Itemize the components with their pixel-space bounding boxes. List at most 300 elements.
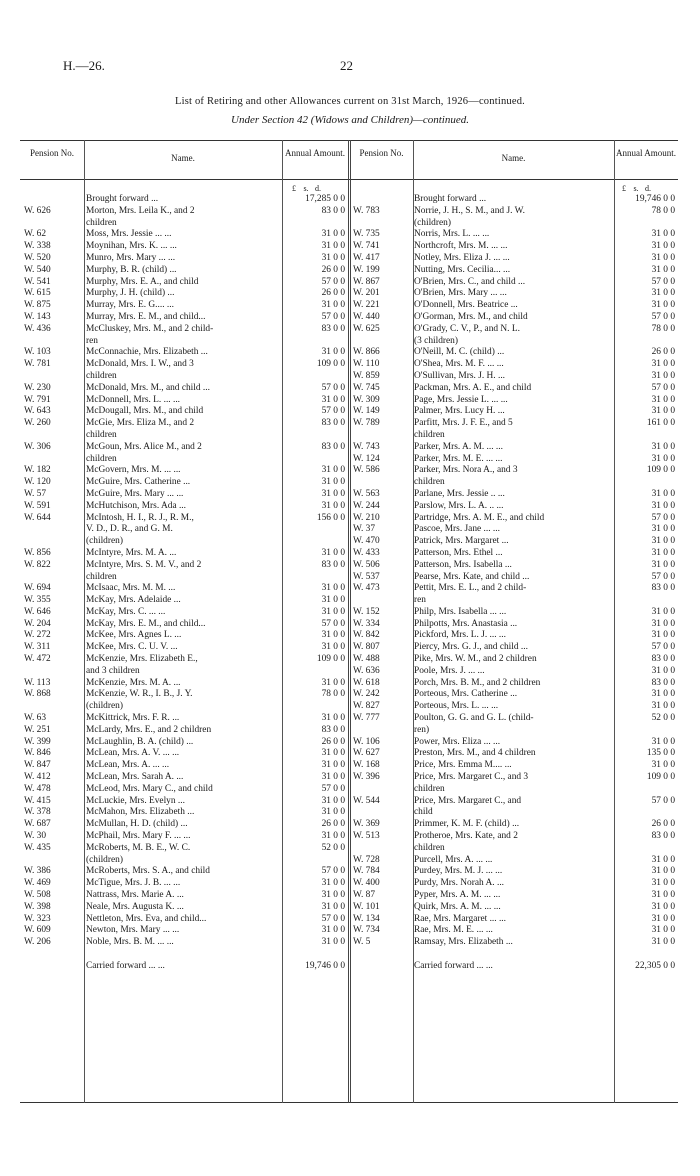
pensioner-name: O'Brien, Mrs. Mary ... ... xyxy=(414,288,507,299)
pension-number: W. 544 xyxy=(353,795,380,806)
pensioner-name: Rae, Mrs. Margaret ... ... xyxy=(414,913,506,924)
pounds-unit: £ xyxy=(622,184,626,193)
table-row xyxy=(20,536,678,548)
pensioner-name: O'Donnell, Mrs. Beatrice ... xyxy=(414,300,518,311)
pensioner-name: O'Grady, C. V., P., and N. L. xyxy=(414,323,520,334)
table-row xyxy=(20,772,678,784)
annual-amount: 161 0 0 xyxy=(646,418,675,429)
pension-number: W. 643 xyxy=(24,406,51,417)
pensioner-name: McIntyre, Mrs. S. M. V., and 2 xyxy=(86,559,202,570)
col-head-pension-no: Pension No. xyxy=(359,148,404,158)
annual-amount: 31 0 0 xyxy=(321,795,345,806)
pensioner-name: (children) xyxy=(86,701,123,712)
pensioner-name: Parlane, Mrs. Jessie .. ... xyxy=(414,488,505,499)
pension-number: W. 57 xyxy=(24,488,47,499)
table-row xyxy=(20,194,678,206)
pensioner-name: O'Neill, M. C. (child) ... xyxy=(414,347,505,358)
pensioner-name: Piercy, Mrs. G. J., and child ... xyxy=(414,642,528,653)
pensioner-name: Quirk, Mrs. A. M. ... ... xyxy=(414,901,501,912)
pension-number: W. 37 xyxy=(353,524,376,535)
pension-number: W. 508 xyxy=(24,890,51,901)
pensioner-name: Primmer, K. M. F. (child) ... xyxy=(414,819,520,830)
pension-number: W. 230 xyxy=(24,382,51,393)
pension-number: W. 106 xyxy=(353,736,380,747)
annual-amount: 31 0 0 xyxy=(321,477,345,488)
pensioner-name: Ramsay, Mrs. Elizabeth ... xyxy=(414,937,513,948)
pensioner-name: Norris, Mrs. L. ... ... xyxy=(414,229,490,240)
annual-amount: 31 0 0 xyxy=(651,370,675,381)
pensioner-name: McGuire, Mrs. Mary ... ... xyxy=(86,488,184,499)
annual-amount: 31 0 0 xyxy=(651,913,675,924)
pension-number: W. 636 xyxy=(353,665,380,676)
pensioner-name: Price, Mrs. Margaret C., and 3 xyxy=(414,772,529,783)
table-row xyxy=(20,595,678,607)
pensioner-name: McKenzie, W. R., I. B., J. Y. xyxy=(86,689,193,700)
annual-amount: 31 0 0 xyxy=(651,866,675,877)
pension-number: W. 741 xyxy=(353,241,380,252)
pension-number: W. 646 xyxy=(24,606,51,617)
annual-amount: 31 0 0 xyxy=(651,878,675,889)
pensioner-name: Norrie, J. H., S. M., and J. W. xyxy=(414,205,525,216)
pension-number: W. 735 xyxy=(353,229,380,240)
pension-number: W. 563 xyxy=(353,488,380,499)
pension-number: W. 120 xyxy=(24,477,51,488)
annual-amount: 17,285 0 0 xyxy=(305,194,345,204)
col-head-pension-no: Pension No. xyxy=(29,148,74,158)
table-row xyxy=(20,796,678,808)
annual-amount: 109 0 0 xyxy=(316,654,345,665)
table-row xyxy=(20,878,678,890)
table-row xyxy=(20,288,678,300)
shillings-unit: s. xyxy=(633,184,639,193)
annual-amount: 31 0 0 xyxy=(321,252,345,263)
table-row xyxy=(20,418,678,430)
annual-amount: 31 0 0 xyxy=(321,713,345,724)
pensioner-name: Northcroft, Mrs. M. ... ... xyxy=(414,241,508,252)
table-row xyxy=(20,819,678,831)
table-row xyxy=(20,701,678,713)
table-row xyxy=(20,229,678,241)
pension-number: W. 784 xyxy=(353,866,380,877)
pensioner-name: Philpotts, Mrs. Anastasia ... xyxy=(414,618,518,629)
annual-amount: 57 0 0 xyxy=(651,311,675,322)
annual-amount: 31 0 0 xyxy=(651,630,675,641)
table-row xyxy=(20,560,678,572)
pension-number: W. 541 xyxy=(24,276,51,287)
pension-number: W. 143 xyxy=(24,311,51,322)
pension-number: W. 251 xyxy=(24,724,51,735)
pension-number: W. 777 xyxy=(353,713,380,724)
pensioner-name: Preston, Mrs. M., and 4 children xyxy=(414,748,536,759)
annual-amount: 31 0 0 xyxy=(321,677,345,688)
pension-number: W. 694 xyxy=(24,583,51,594)
annual-amount: 26 0 0 xyxy=(321,288,345,299)
table-row xyxy=(20,371,678,383)
pension-number: W. 334 xyxy=(353,618,380,629)
annual-amount: 31 0 0 xyxy=(651,701,675,712)
col-head-annual-amount: Annual Amount. xyxy=(285,148,345,158)
annual-amount: 31 0 0 xyxy=(651,559,675,570)
pension-number: W. 272 xyxy=(24,630,51,641)
annual-amount: 57 0 0 xyxy=(651,276,675,287)
pensioner-name: ren xyxy=(86,335,98,346)
pensioner-name: children xyxy=(414,783,445,794)
page-title: List of Retiring and other Allowances current on 31st March, 1926—continued. xyxy=(175,96,525,107)
annual-amount: 31 0 0 xyxy=(321,878,345,889)
pension-number: W. 338 xyxy=(24,241,51,252)
table-row xyxy=(20,902,678,914)
annual-amount: 52 0 0 xyxy=(321,842,345,853)
pensioner-name: Notley, Mrs. Eliza J. ... ... xyxy=(414,252,510,263)
annual-amount: 31 0 0 xyxy=(321,890,345,901)
table-row xyxy=(20,347,678,359)
pensioner-name: children xyxy=(414,429,445,440)
table-row xyxy=(20,241,678,253)
annual-amount: 31 0 0 xyxy=(651,901,675,912)
annual-amount: 31 0 0 xyxy=(321,760,345,771)
annual-amount: 31 0 0 xyxy=(321,925,345,936)
pensioner-name: children xyxy=(86,453,117,464)
allowance-list xyxy=(20,194,678,973)
pension-number: W. 386 xyxy=(24,866,51,877)
table-row xyxy=(20,866,678,878)
table-row xyxy=(20,748,678,760)
pensioner-name: O'Sullivan, Mrs. J. H. ... xyxy=(414,370,506,381)
annual-amount: 57 0 0 xyxy=(321,276,345,287)
pensioner-name: McKenzie, Mrs. Elizabeth E., xyxy=(86,654,198,665)
pensioner-name: McIntyre, Mrs. M. A. ... xyxy=(86,547,177,558)
pensioner-name: children xyxy=(414,477,445,488)
annual-amount: 26 0 0 xyxy=(321,819,345,830)
pensioner-name: McKittrick, Mrs. F. R. ... xyxy=(86,713,180,724)
pence-unit: d. xyxy=(645,184,651,193)
table-row xyxy=(20,807,678,819)
annual-amount: 31 0 0 xyxy=(651,524,675,535)
pensioner-name: Carried forward ... ... xyxy=(414,960,493,971)
table-row xyxy=(20,430,678,442)
annual-amount: 31 0 0 xyxy=(321,241,345,252)
pensioner-name: Parker, Mrs. M. E. ... ... xyxy=(414,453,503,464)
annual-amount: 83 0 0 xyxy=(651,677,675,688)
annual-amount: 31 0 0 xyxy=(651,488,675,499)
pension-number: W. 87 xyxy=(353,890,376,901)
annual-amount: 57 0 0 xyxy=(651,795,675,806)
pensioner-name: Moynihan, Mrs. K. ... ... xyxy=(86,241,177,252)
annual-amount: 26 0 0 xyxy=(321,264,345,275)
table-row xyxy=(20,642,678,654)
pensioner-name: Pyper, Mrs. A. M. ... ... xyxy=(414,890,501,901)
pension-number: W. 204 xyxy=(24,618,51,629)
pension-number: W. 469 xyxy=(24,878,51,889)
pensioner-name: McMullan, H. D. (child) ... xyxy=(86,819,188,830)
pension-number: W. 396 xyxy=(353,772,380,783)
annual-amount: 83 0 0 xyxy=(651,831,675,842)
pensioner-name: Murphy, B. R. (child) ... xyxy=(86,264,177,275)
pensioner-name: Nettleton, Mrs. Eva, and child... xyxy=(86,913,207,924)
annual-amount: 57 0 0 xyxy=(651,512,675,523)
pensioner-name: Parker, Mrs. A. M. ... ... xyxy=(414,441,503,452)
pensioner-name: ren xyxy=(414,595,426,606)
pension-number: W. 846 xyxy=(24,748,51,759)
pensioner-name: McLardy, Mrs. E., and 2 children xyxy=(86,724,212,735)
pension-number: W. 513 xyxy=(353,831,380,842)
pensioner-name: Philp, Mrs. Isabella ... ... xyxy=(414,606,507,617)
pensioner-name: Pettit, Mrs. E. L., and 2 child- xyxy=(414,583,527,594)
pension-number: W. 618 xyxy=(353,677,380,688)
currency-units xyxy=(288,184,324,193)
pension-number: W. 644 xyxy=(24,512,51,523)
pensioner-name: and 3 children xyxy=(86,665,140,676)
table-row xyxy=(20,619,678,631)
table-row xyxy=(20,713,678,725)
pension-number: W. 470 xyxy=(353,536,380,547)
pensioner-name: McRoberts, M. B. E., W. C. xyxy=(86,842,191,853)
annual-amount: 31 0 0 xyxy=(651,394,675,405)
annual-amount: 57 0 0 xyxy=(651,382,675,393)
annual-amount: 31 0 0 xyxy=(651,441,675,452)
pensioner-name: McGie, Mrs. Eliza M., and 2 xyxy=(86,418,195,429)
pension-number: W. 417 xyxy=(353,252,380,263)
annual-amount: 31 0 0 xyxy=(321,300,345,311)
pensioner-name: Patrick, Mrs. Margaret ... xyxy=(414,536,509,547)
annual-amount: 31 0 0 xyxy=(651,229,675,240)
pension-number: W. 306 xyxy=(24,441,51,452)
pension-number: W. 734 xyxy=(353,925,380,936)
annual-amount: 31 0 0 xyxy=(321,807,345,818)
pension-number: W. 745 xyxy=(353,382,380,393)
pension-number: W. 63 xyxy=(24,713,47,724)
table-row xyxy=(20,265,678,277)
annual-amount: 109 0 0 xyxy=(316,359,345,370)
annual-amount: 83 0 0 xyxy=(651,654,675,665)
pensioner-name: McLean, Mrs. A. V. ... ... xyxy=(86,748,180,759)
table-row xyxy=(20,914,678,926)
pension-number: W. 124 xyxy=(353,453,380,464)
annual-amount: 31 0 0 xyxy=(651,618,675,629)
table-row xyxy=(20,937,678,949)
table-row xyxy=(20,465,678,477)
annual-amount: 135 0 0 xyxy=(646,748,675,759)
pensioner-name: Munro, Mrs. Mary ... ... xyxy=(86,252,176,263)
pension-number: W. 627 xyxy=(353,748,380,759)
pensioner-name: McCluskey, Mrs. M., and 2 child- xyxy=(86,323,214,334)
table-row xyxy=(20,737,678,749)
pensioner-name: McLean, Mrs. Sarah A. ... xyxy=(86,772,184,783)
pensioner-name: Murray, Mrs. E. M., and child... xyxy=(86,311,206,322)
pensioner-name: McKee, Mrs. C. U. V. ... xyxy=(86,642,178,653)
annual-amount: 57 0 0 xyxy=(321,618,345,629)
pension-number: W. 743 xyxy=(353,441,380,452)
pensioner-name: (children) xyxy=(86,854,123,865)
pension-number: W. 355 xyxy=(24,595,51,606)
pension-number: W. 323 xyxy=(24,913,51,924)
pensioner-name: McKay, Mrs. C. ... ... xyxy=(86,606,166,617)
pension-number: W. 113 xyxy=(24,677,51,688)
page-subtitle: Under Section 42 (Widows and Children)—continued. xyxy=(231,114,469,126)
pensioner-name: Poole, Mrs. J. ... ... xyxy=(414,665,485,676)
pension-number: W. 728 xyxy=(353,854,380,865)
pensioner-name: V. D., D. R., and G. M. xyxy=(86,524,173,535)
pension-number: W. 260 xyxy=(24,418,51,429)
annual-amount: 19,746 0 0 xyxy=(635,194,675,204)
pension-number: W. 399 xyxy=(24,736,51,747)
annual-amount: 31 0 0 xyxy=(651,241,675,252)
table-row xyxy=(20,890,678,902)
pensioner-name: Nattrass, Mrs. Marie A. ... xyxy=(86,890,184,901)
pensioner-name: McKay, Mrs. E. M., and child... xyxy=(86,618,206,629)
pensioner-name: Noble, Mrs. B. M. ... ... xyxy=(86,937,174,948)
pensioner-name: children xyxy=(414,842,445,853)
pensioner-name: Neale, Mrs. Augusta K. ... xyxy=(86,901,184,912)
pension-number: W. 586 xyxy=(353,465,380,476)
pensioner-name: Power, Mrs. Eliza ... ... xyxy=(414,736,501,747)
pensioner-name: Pike, Mrs. W. M., and 2 children xyxy=(414,654,537,665)
pensioner-name: Rae, Mrs. M. E. ... ... xyxy=(414,925,493,936)
annual-amount: 31 0 0 xyxy=(321,394,345,405)
pension-number: W. 791 xyxy=(24,394,51,405)
annual-amount: 83 0 0 xyxy=(651,583,675,594)
table-row xyxy=(20,383,678,395)
annual-amount: 78 0 0 xyxy=(321,689,345,700)
pensioner-name: O'Brien, Mrs. C., and child ... xyxy=(414,276,526,287)
table-row xyxy=(20,784,678,796)
annual-amount: 31 0 0 xyxy=(651,689,675,700)
table-row xyxy=(20,678,678,690)
table-row xyxy=(20,925,678,937)
table-row xyxy=(20,501,678,513)
table-row xyxy=(20,630,678,642)
pensioner-name: (children) xyxy=(86,536,123,547)
annual-amount: 83 0 0 xyxy=(321,418,345,429)
pension-number: W. 440 xyxy=(353,311,380,322)
pounds-unit: £ xyxy=(292,184,296,193)
table-row xyxy=(20,489,678,501)
pensioner-name: McKay, Mrs. Adelaide ... xyxy=(86,595,181,606)
pension-number: W. 856 xyxy=(24,547,51,558)
pensioner-name: McLuckie, Mrs. Evelyn ... xyxy=(86,795,185,806)
document-reference: H.—26. xyxy=(63,58,105,73)
pence-unit: d. xyxy=(315,184,321,193)
annual-amount: 31 0 0 xyxy=(651,406,675,417)
table-row xyxy=(20,831,678,843)
annual-amount: 31 0 0 xyxy=(651,359,675,370)
table-row xyxy=(20,524,678,536)
pensioner-name: Brought forward ... xyxy=(86,194,159,204)
pensioner-name: Nutting, Mrs. Cecilia... ... xyxy=(414,264,511,275)
pensioner-name: McGoun, Mrs. Alice M., and 2 xyxy=(86,441,202,452)
annual-amount: 31 0 0 xyxy=(651,500,675,511)
pensioner-name: Poulton, G. G. and G. L. (child- xyxy=(414,713,534,724)
annual-amount: 26 0 0 xyxy=(321,736,345,747)
shillings-unit: s. xyxy=(303,184,309,193)
annual-amount: 57 0 0 xyxy=(321,382,345,393)
pension-number: W. 847 xyxy=(24,760,51,771)
table-row xyxy=(20,760,678,772)
annual-amount: 57 0 0 xyxy=(321,311,345,322)
pensioner-name: children xyxy=(86,429,117,440)
table-row xyxy=(20,961,678,973)
table-row xyxy=(20,477,678,489)
pensioner-name: Pickford, Mrs. L. J. ... ... xyxy=(414,630,506,641)
annual-amount: 31 0 0 xyxy=(651,264,675,275)
table-row xyxy=(20,454,678,466)
pensioner-name: Parslow, Mrs. L. A. .. ... xyxy=(414,500,504,511)
pensioner-name: O'Gorman, Mrs. M., and child xyxy=(414,311,528,322)
pension-number: W. 472 xyxy=(24,654,51,665)
pensioner-name: child xyxy=(414,807,433,818)
pension-number: W. 199 xyxy=(353,264,380,275)
pension-number: W. 398 xyxy=(24,901,51,912)
pensioner-name: children xyxy=(86,571,117,582)
pensioner-name: Price, Mrs. Margaret C., and xyxy=(414,795,522,806)
annual-amount: 31 0 0 xyxy=(321,642,345,653)
pensioner-name: Moss, Mrs. Jessie ... ... xyxy=(86,229,172,240)
pension-number: W. 110 xyxy=(353,359,380,370)
table-row xyxy=(20,395,678,407)
pensioner-name: Purdy, Mrs. Norah A. ... xyxy=(414,878,505,889)
annual-amount: 57 0 0 xyxy=(651,642,675,653)
pension-number: W. 626 xyxy=(24,205,51,216)
pensioner-name: McMahon, Mrs. Elizabeth ... xyxy=(86,807,195,818)
annual-amount: 19,746 0 0 xyxy=(305,960,345,971)
pensioner-name: ren) xyxy=(414,724,430,735)
pensioner-name: Porteous, Mrs. Catherine ... xyxy=(414,689,518,700)
annual-amount: 31 0 0 xyxy=(321,831,345,842)
annual-amount: 31 0 0 xyxy=(321,500,345,511)
annual-amount: 26 0 0 xyxy=(651,819,675,830)
table-row xyxy=(20,300,678,312)
pension-number: W. 842 xyxy=(353,630,380,641)
pension-number: W. 309 xyxy=(353,394,380,405)
table-row xyxy=(20,548,678,560)
pensioner-name: Morton, Mrs. Leila K., and 2 xyxy=(86,205,195,216)
pension-number: W. 244 xyxy=(353,500,380,511)
pension-number: W. 822 xyxy=(24,559,51,570)
pensioner-name: Newton, Mrs. Mary ... ... xyxy=(86,925,180,936)
page-number: 22 xyxy=(340,58,353,73)
annual-amount: 31 0 0 xyxy=(651,665,675,676)
pensioner-name: McTigue, Mrs. J. B. ... ... xyxy=(86,878,181,889)
annual-amount: 83 0 0 xyxy=(321,559,345,570)
pensioner-name: McDonnell, Mrs. L. ... ... xyxy=(86,394,181,405)
pension-number: W. 101 xyxy=(353,901,380,912)
pensioner-name: (3 children) xyxy=(414,335,458,346)
table-row xyxy=(20,359,678,371)
annual-amount: 109 0 0 xyxy=(646,772,675,783)
pensioner-name: McGuire, Mrs. Catherine ... xyxy=(86,477,191,488)
pensioner-name: Porch, Mrs. B. M., and 2 children xyxy=(414,677,541,688)
pension-number: W. 311 xyxy=(24,642,51,653)
col-head-name: Name. xyxy=(171,153,195,163)
pension-number: W. 827 xyxy=(353,701,380,712)
table-row xyxy=(20,206,678,218)
pension-number: W. 615 xyxy=(24,288,51,299)
pensioner-name: Patterson, Mrs. Ethel ... xyxy=(414,547,503,558)
pensioner-name: Pascoe, Mrs. Jane ... ... xyxy=(414,524,500,535)
table-row xyxy=(20,572,678,584)
pension-number: W. 400 xyxy=(353,878,380,889)
pension-number: W. 789 xyxy=(353,418,380,429)
pension-number: W. 859 xyxy=(353,370,380,381)
annual-amount: 31 0 0 xyxy=(651,937,675,948)
pension-number: W. 473 xyxy=(353,583,380,594)
pensioner-name: McKee, Mrs. Agnes L. ... xyxy=(86,630,182,641)
pension-number: W. 134 xyxy=(353,913,380,924)
pension-number: W. 5 xyxy=(353,937,371,948)
pensioner-name: Page, Mrs. Jessie L. ... ... xyxy=(414,394,508,405)
pensioner-name: McIntosh, H. I., R. J., R. M., xyxy=(86,512,194,523)
pensioner-name: Brought forward ... xyxy=(414,194,487,204)
